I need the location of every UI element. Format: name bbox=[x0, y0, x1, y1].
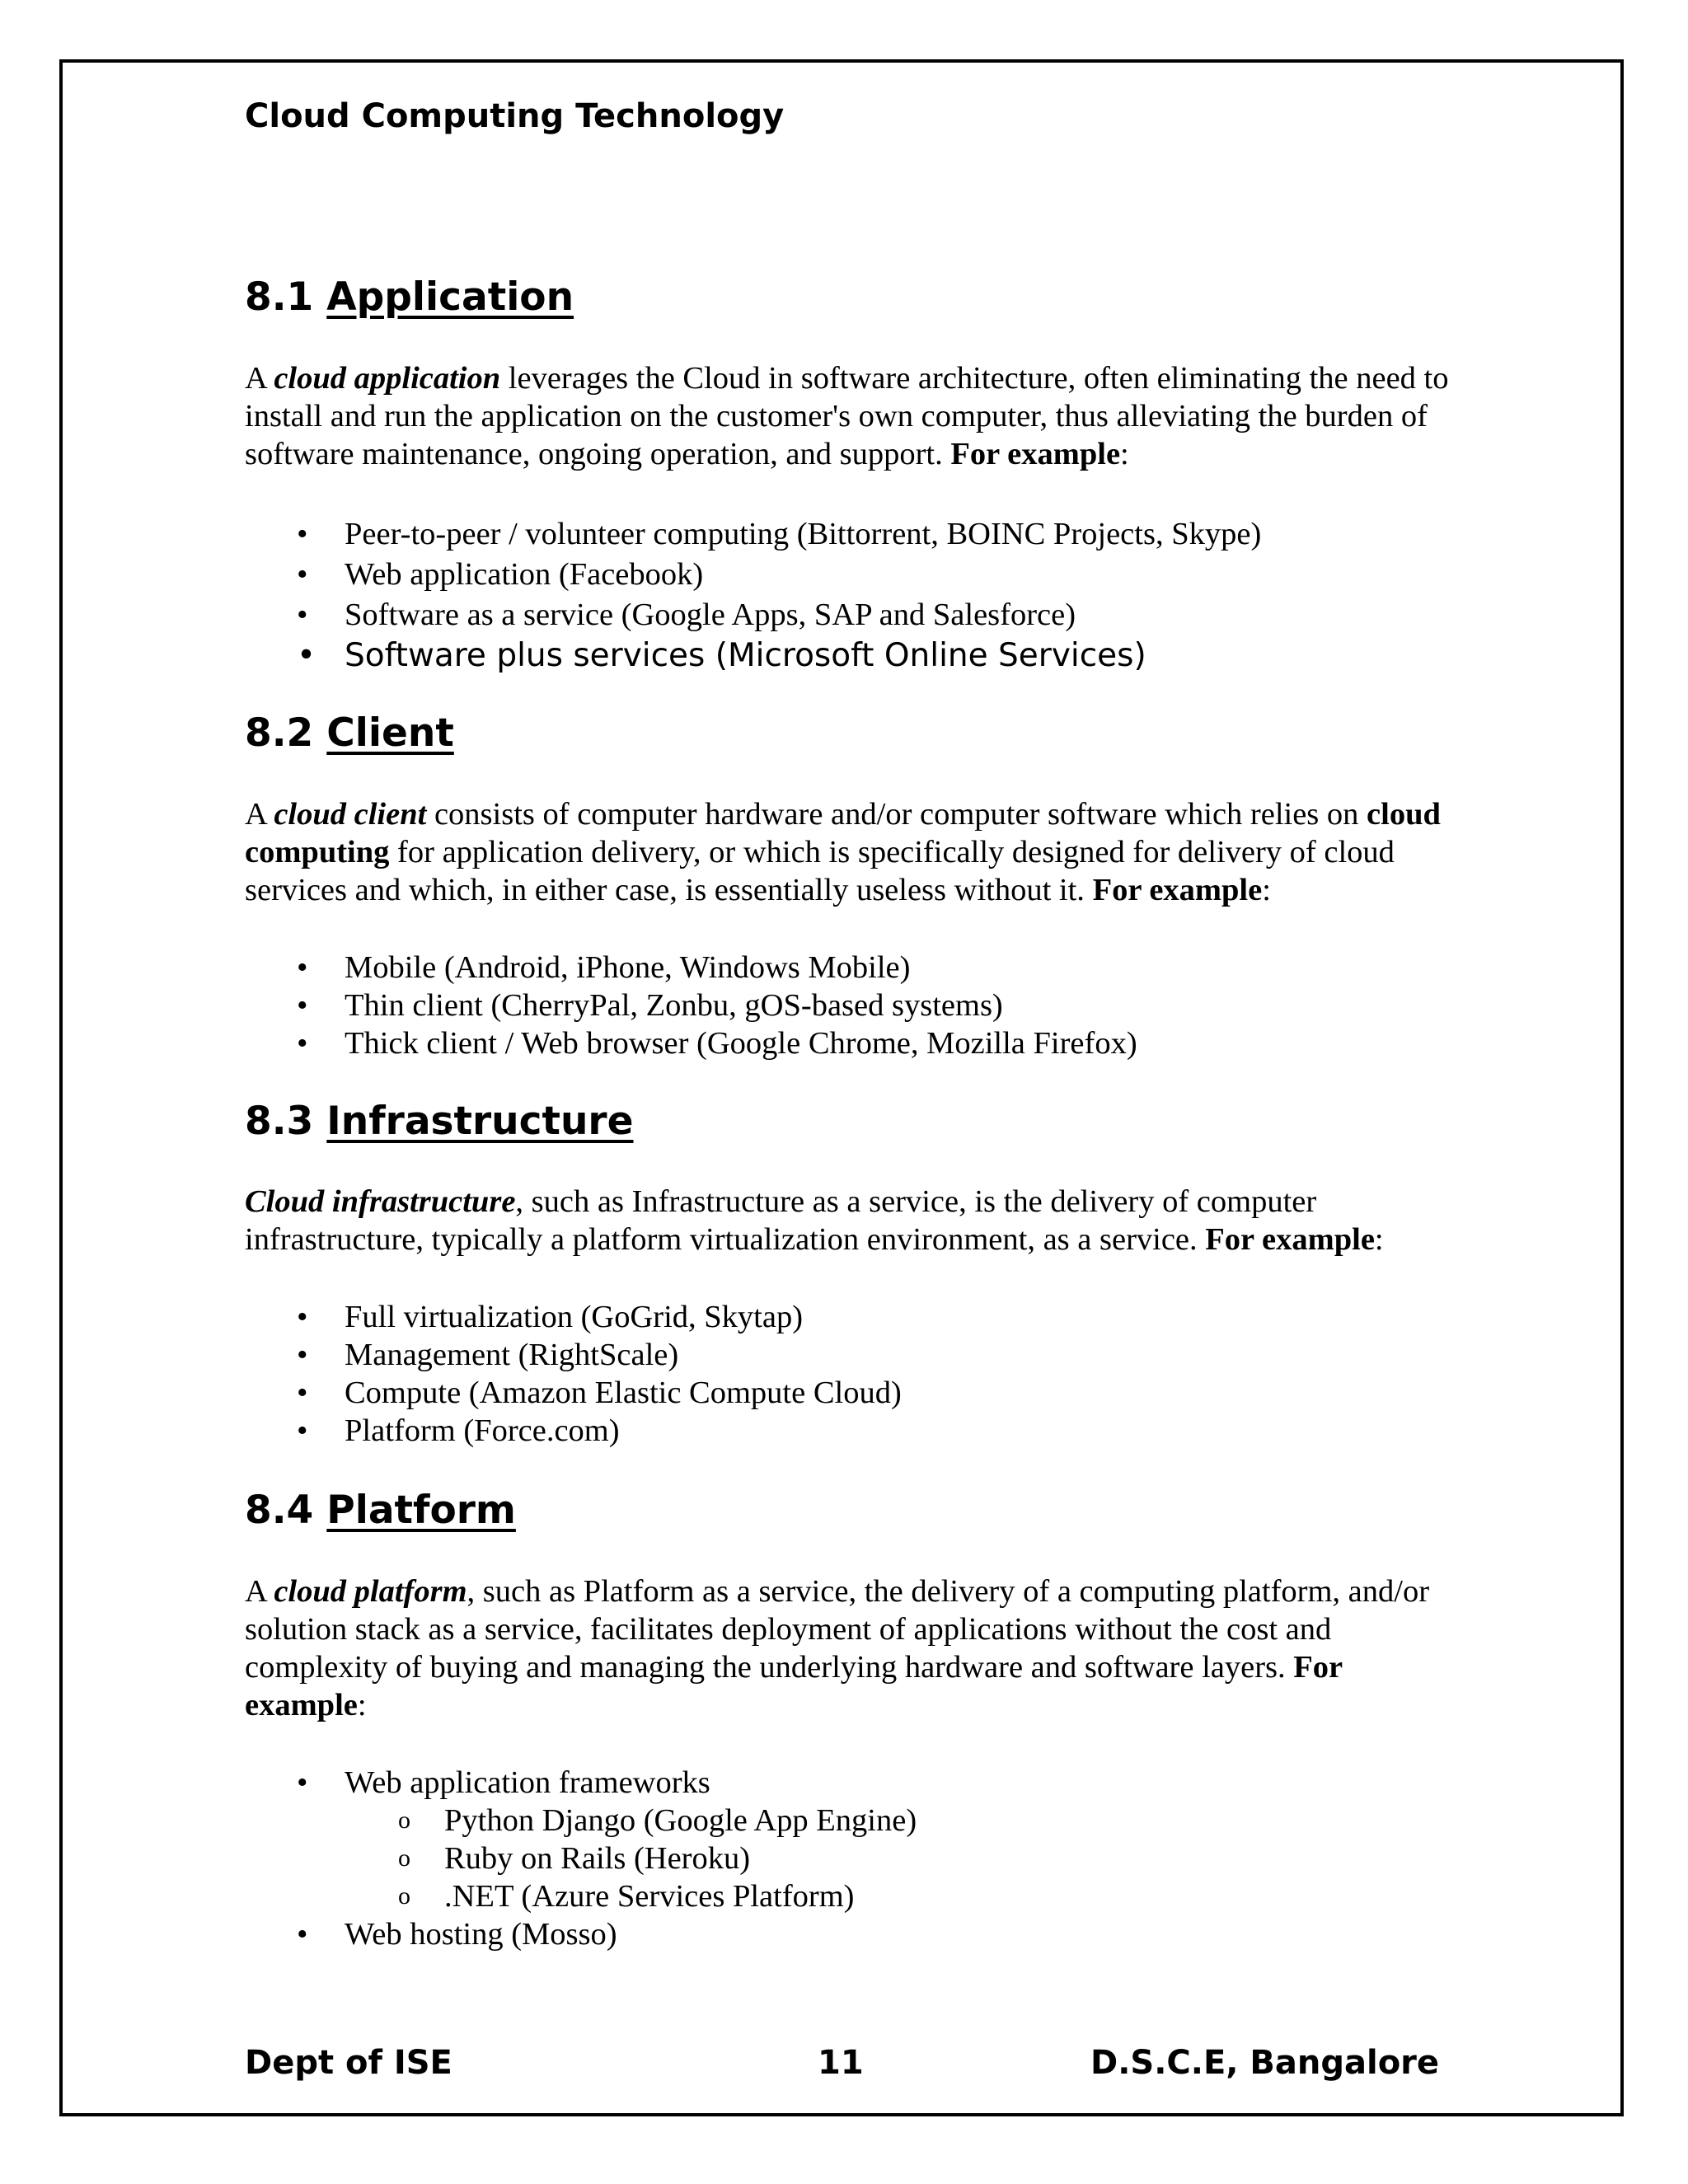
paragraph-application bbox=[245, 359, 1465, 473]
list-item-text: Python Django (Google App Engine) bbox=[444, 1803, 917, 1838]
list-item-text: Management (RightScale) bbox=[345, 1338, 679, 1372]
text-run: : bbox=[357, 1688, 367, 1722]
bullet-icon: • bbox=[297, 950, 308, 985]
example-label: For example bbox=[1092, 873, 1263, 907]
list-item bbox=[245, 949, 1137, 987]
list-item bbox=[245, 987, 1137, 1024]
footer-page-number: 11 bbox=[818, 2044, 864, 2082]
list-item-text: Mobile (Android, iPhone, Windows Mobile) bbox=[345, 950, 911, 985]
term-cloud-computing: cloud computing bbox=[245, 797, 1441, 869]
section-heading-platform bbox=[245, 1488, 516, 1533]
bullet-icon: • bbox=[297, 1917, 308, 1952]
bullet-list-platform bbox=[245, 1764, 917, 1953]
list-item-text: Full virtualization (GoGrid, Skytap) bbox=[345, 1300, 804, 1334]
bullet-icon: • bbox=[297, 1413, 308, 1448]
text-run: A bbox=[245, 1574, 274, 1609]
section-number: 8.3 bbox=[245, 1099, 314, 1144]
example-label: For example bbox=[245, 1650, 1343, 1722]
bullet-icon: • bbox=[297, 517, 308, 551]
term-cloud-platform: cloud platform bbox=[274, 1574, 467, 1609]
section-number: 8.2 bbox=[245, 710, 314, 756]
paragraph-client bbox=[245, 795, 1465, 909]
bullet-list-client bbox=[245, 949, 1137, 1062]
text-run: : bbox=[1374, 1222, 1384, 1257]
list-item bbox=[245, 1336, 902, 1374]
list-item-text: Thin client (CherryPal, Zonbu, gOS-based systems) bbox=[345, 988, 1003, 1023]
list-item-text: Software as a service (Google Apps, SAP and Salesforce) bbox=[345, 598, 1076, 632]
footer-institution: D.S.C.E, Bangalore bbox=[1090, 2044, 1440, 2082]
bullet-icon: • bbox=[297, 1338, 308, 1372]
list-item-text: Ruby on Rails (Heroku) bbox=[444, 1841, 751, 1876]
text-run: : bbox=[1120, 437, 1129, 471]
list-item bbox=[245, 1915, 917, 1953]
term-cloud-application: cloud application bbox=[274, 361, 501, 396]
section-number: 8.1 bbox=[245, 274, 314, 320]
bullet-icon: • bbox=[297, 557, 308, 592]
section-heading-application bbox=[245, 274, 574, 320]
bullet-icon: • bbox=[297, 598, 308, 632]
section-title: Client bbox=[326, 710, 454, 756]
list-item-text: Peer-to-peer / volunteer computing (Bittorrent, BOINC Projects, Skype) bbox=[345, 517, 1262, 551]
list-item bbox=[245, 514, 1261, 555]
text-run: leverages the Cloud in software architecture, often eliminating the need to install and run the application on the customer's own computer, thus alleviating the burden of software maintenance, ongoing operation, and support. bbox=[245, 361, 1449, 471]
running-header: Cloud Computing Technology bbox=[245, 97, 785, 135]
list-item bbox=[245, 1412, 902, 1450]
list-item bbox=[245, 555, 1261, 595]
sub-list-item bbox=[345, 1840, 917, 1877]
section-number: 8.4 bbox=[245, 1488, 314, 1533]
list-item bbox=[245, 1374, 902, 1412]
list-item bbox=[245, 635, 1261, 676]
bullet-icon: • bbox=[297, 1376, 308, 1410]
section-title: Application bbox=[326, 274, 574, 320]
bullet-icon: • bbox=[297, 1026, 308, 1061]
list-item-text: .NET (Azure Services Platform) bbox=[444, 1879, 855, 1914]
sub-list-item bbox=[345, 1802, 917, 1840]
bullet-icon: • bbox=[297, 1765, 308, 1800]
bullet-icon: • bbox=[297, 1300, 308, 1334]
bullet-list-infrastructure bbox=[245, 1298, 902, 1450]
section-heading-infrastructure bbox=[245, 1099, 633, 1144]
sub-list-item bbox=[345, 1877, 917, 1915]
list-item-text: Software plus services (Microsoft Online Services) bbox=[345, 637, 1146, 674]
example-label: For example bbox=[950, 437, 1121, 471]
section-title: Platform bbox=[326, 1488, 516, 1533]
bullet-icon: • bbox=[297, 637, 316, 674]
list-item-text: Web application (Facebook) bbox=[345, 557, 704, 592]
list-item-text: Web application frameworks bbox=[345, 1765, 710, 1800]
text-run: for application delivery, or which is specifically designed for delivery of cloud services and which, in either case, is essentially useless without it. bbox=[245, 835, 1395, 907]
list-item-text: Thick client / Web browser (Google Chrome, Mozilla Firefox) bbox=[345, 1026, 1137, 1061]
text-run: A bbox=[245, 361, 274, 396]
list-item bbox=[245, 595, 1261, 635]
term-cloud-infrastructure: Cloud infrastructure bbox=[245, 1184, 516, 1219]
list-item bbox=[245, 1024, 1137, 1062]
text-run: , such as Infrastructure as a service, is the delivery of computer infrastructure, typically a platform virtualization environment, as a service. bbox=[245, 1184, 1317, 1257]
list-item bbox=[245, 1764, 917, 1915]
list-item-text: Compute (Amazon Elastic Compute Cloud) bbox=[345, 1376, 902, 1410]
term-cloud-client: cloud client bbox=[274, 797, 427, 832]
example-label: For example bbox=[1205, 1222, 1375, 1257]
section-heading-client bbox=[245, 710, 454, 756]
footer-department: Dept of ISE bbox=[245, 2044, 452, 2082]
paragraph-infrastructure bbox=[245, 1183, 1465, 1258]
text-run: : bbox=[1262, 873, 1271, 907]
sub-bullet-list bbox=[345, 1802, 917, 1915]
text-run: , such as Platform as a service, the delivery of a computing platform, and/or solution stack as a service, facilitates deployment of applications without the cost and complexity of buying and managing the underlying hardware and software layers. bbox=[245, 1574, 1430, 1685]
bullet-icon: • bbox=[297, 988, 308, 1023]
section-title: Infrastructure bbox=[326, 1099, 634, 1144]
circle-bullet-icon: o bbox=[398, 1882, 410, 1910]
list-item bbox=[245, 1298, 902, 1336]
list-item-text: Platform (Force.com) bbox=[345, 1413, 620, 1448]
bullet-list-application bbox=[245, 514, 1261, 676]
text-run: consists of computer hardware and/or computer software which relies on bbox=[426, 797, 1367, 832]
list-item-text: Web hosting (Mosso) bbox=[345, 1917, 617, 1952]
paragraph-platform bbox=[245, 1572, 1465, 1724]
text-run: A bbox=[245, 797, 274, 832]
circle-bullet-icon: o bbox=[398, 1844, 410, 1872]
circle-bullet-icon: o bbox=[398, 1807, 410, 1834]
